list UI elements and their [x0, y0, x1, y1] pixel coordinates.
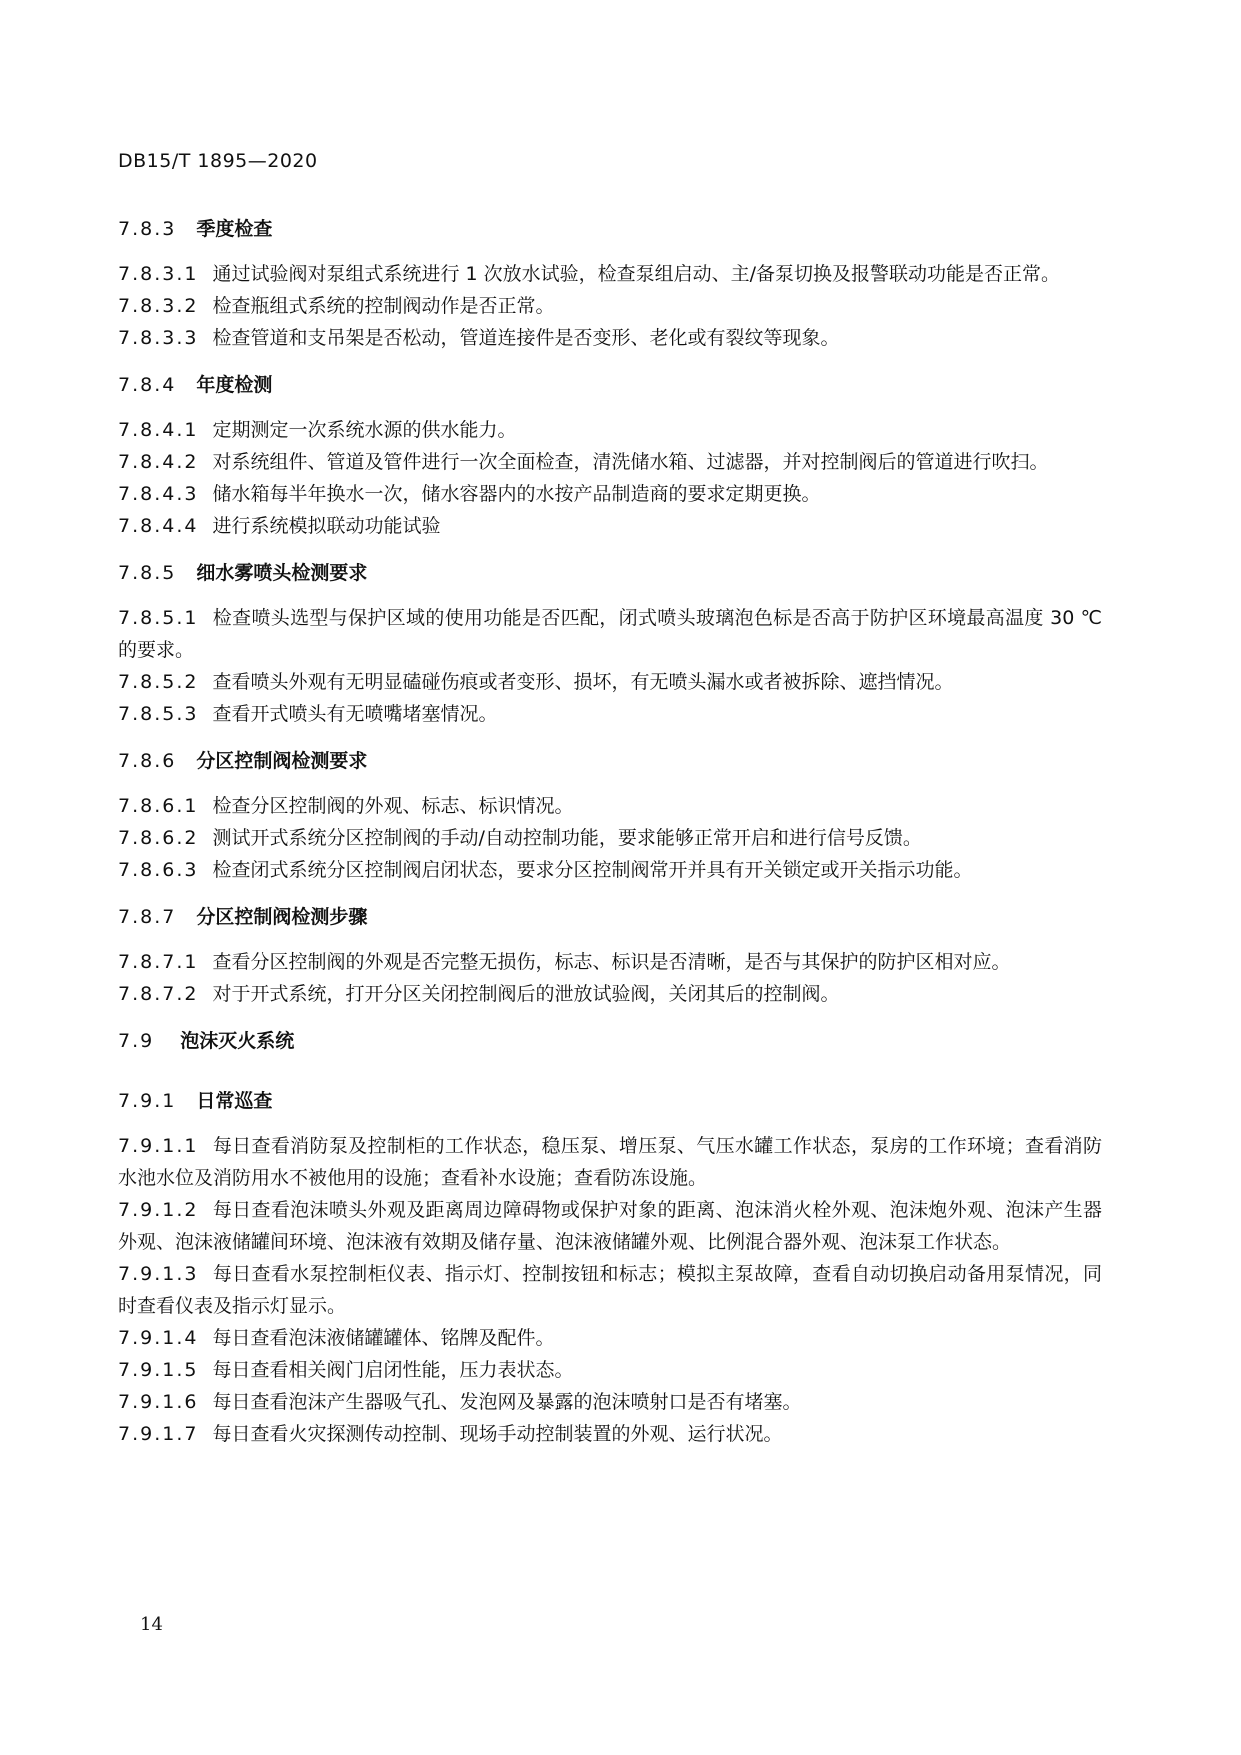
clause-number: 7.8.4.4 [118, 515, 199, 537]
clause-number: 7.9.1.5 [118, 1359, 199, 1381]
clause-item [118, 258, 1102, 290]
clause-text: 每日查看泡沫喷头外观及距离周边障碍物或保护对象的距离、泡沫消火栓外观、泡沫炮外观、泡沫产生器外观、泡沫液储罐间环境、泡沫液有效期及储存量、泡沫液储罐外观、比例混合器外观、泡沫泵工作状态。 [118, 1199, 1102, 1253]
clause-number: 7.8.4.2 [118, 451, 199, 473]
clause-text: 检查喷头选型与保护区域的使用功能是否匹配，闭式喷头玻璃泡色标是否高于防护区环境最高温度 30 ℃的要求。 [118, 607, 1102, 661]
heading-number: 7.8.5 [118, 562, 177, 584]
clause-number: 7.9.1.3 [118, 1263, 199, 1285]
clause-item [118, 1258, 1102, 1322]
heading-number: 7.9.1 [118, 1090, 177, 1112]
heading-title: 日常巡查 [196, 1090, 273, 1112]
clause-number: 7.8.6.1 [118, 795, 199, 817]
clause-number: 7.8.6.3 [118, 859, 199, 881]
clause-text: 检查管道和支吊架是否松动，管道连接件是否变形、老化或有裂纹等现象。 [212, 327, 840, 349]
subsection-heading [118, 902, 1102, 932]
clause-item [118, 446, 1102, 478]
clause-text: 每日查看泡沫产生器吸气孔、发泡网及暴露的泡沫喷射口是否有堵塞。 [212, 1391, 802, 1413]
clause-text: 对系统组件、管道及管件进行一次全面检查，清洗储水箱、过滤器，并对控制阀后的管道进行吹扫。 [212, 451, 1049, 473]
clause-text: 储水箱每半年换水一次，储水容器内的水按产品制造商的要求定期更换。 [212, 483, 821, 505]
clause-item [118, 790, 1102, 822]
clause-number: 7.9.1.2 [118, 1199, 199, 1221]
clause-item [118, 602, 1102, 666]
heading-title: 细水雾喷头检测要求 [196, 562, 368, 584]
clause-item [118, 1322, 1102, 1354]
clause-number: 7.9.1.1 [118, 1135, 199, 1157]
clause-text: 每日查看消防泵及控制柜的工作状态，稳压泵、增压泵、气压水罐工作状态，泵房的工作环境；查看消防水池水位及消防用水不被他用的设施；查看补水设施；查看防冻设施。 [118, 1135, 1102, 1189]
clause-item [118, 1386, 1102, 1418]
heading-title: 分区控制阀检测步骤 [196, 906, 368, 928]
clause-number: 7.8.6.2 [118, 827, 199, 849]
heading-number: 7.8.4 [118, 374, 177, 396]
heading-title: 季度检查 [196, 218, 273, 240]
clause-number: 7.8.7.1 [118, 951, 199, 973]
heading-number: 7.8.3 [118, 218, 177, 240]
document-id-header: DB15/T 1895—2020 [118, 150, 318, 172]
clause-number: 7.9.1.6 [118, 1391, 199, 1413]
clause-item [118, 290, 1102, 322]
clause-number: 7.8.5.1 [118, 607, 199, 629]
clause-number: 7.8.4.3 [118, 483, 199, 505]
clause-text: 查看喷头外观有无明显磕碰伤痕或者变形、损坏，有无喷头漏水或者被拆除、遮挡情况。 [212, 671, 954, 693]
clause-text: 检查分区控制阀的外观、标志、标识情况。 [212, 795, 574, 817]
clause-item [118, 414, 1102, 446]
heading-number: 7.9 [118, 1030, 155, 1052]
clause-text: 对于开式系统，打开分区关闭控制阀后的泄放试验阀，关闭其后的控制阀。 [212, 983, 840, 1005]
clause-text: 通过试验阀对泵组式系统进行 1 次放水试验，检查泵组启动、主/备泵切换及报警联动功能是否正常。 [212, 263, 1061, 285]
clause-number: 7.9.1.4 [118, 1327, 199, 1349]
document-body [118, 198, 1102, 1450]
clause-text: 每日查看水泵控制柜仪表、指示灯、控制按钮和标志；模拟主泵故障，查看自动切换启动备用泵情况，同时查看仪表及指示灯显示。 [118, 1263, 1102, 1317]
clause-number: 7.8.3.1 [118, 263, 199, 285]
clause-item [118, 1130, 1102, 1194]
clause-text: 进行系统模拟联动功能试验 [212, 515, 441, 537]
subsection-heading [118, 214, 1102, 244]
clause-item [118, 978, 1102, 1010]
clause-text: 查看分区控制阀的外观是否完整无损伤，标志、标识是否清晰，是否与其保护的防护区相对应。 [212, 951, 1011, 973]
clause-number: 7.8.4.1 [118, 419, 199, 441]
clause-text: 每日查看泡沫液储罐罐体、铭牌及配件。 [212, 1327, 555, 1349]
clause-text: 检查闭式系统分区控制阀启闭状态，要求分区控制阀常开并具有开关锁定或开关指示功能。 [212, 859, 973, 881]
page-number: 14 [140, 1614, 163, 1635]
clause-item [118, 1194, 1102, 1258]
heading-number: 7.8.7 [118, 906, 177, 928]
clause-item [118, 510, 1102, 542]
clause-item [118, 946, 1102, 978]
clause-number: 7.8.5.3 [118, 703, 199, 725]
clause-item [118, 698, 1102, 730]
heading-number: 7.8.6 [118, 750, 177, 772]
heading-title: 年度检测 [196, 374, 273, 396]
clause-item [118, 478, 1102, 510]
clause-item [118, 1354, 1102, 1386]
clause-item [118, 322, 1102, 354]
section-heading [118, 1026, 1102, 1056]
subsection-heading [118, 746, 1102, 776]
clause-number: 7.8.5.2 [118, 671, 199, 693]
clause-item [118, 822, 1102, 854]
subsection-heading [118, 370, 1102, 400]
clause-text: 每日查看相关阀门启闭性能，压力表状态。 [212, 1359, 574, 1381]
subsection-heading [118, 558, 1102, 588]
clause-number: 7.8.7.2 [118, 983, 199, 1005]
clause-item [118, 666, 1102, 698]
heading-title: 泡沫灭火系统 [180, 1030, 295, 1052]
heading-title: 分区控制阀检测要求 [196, 750, 368, 772]
clause-text: 检查瓶组式系统的控制阀动作是否正常。 [212, 295, 555, 317]
clause-number: 7.8.3.3 [118, 327, 199, 349]
clause-text: 测试开式系统分区控制阀的手动/自动控制功能，要求能够正常开启和进行信号反馈。 [212, 827, 922, 849]
clause-number: 7.9.1.7 [118, 1423, 199, 1445]
subsection-heading [118, 1086, 1102, 1116]
clause-text: 定期测定一次系统水源的供水能力。 [212, 419, 517, 441]
clause-number: 7.8.3.2 [118, 295, 199, 317]
clause-text: 查看开式喷头有无喷嘴堵塞情况。 [212, 703, 498, 725]
clause-text: 每日查看火灾探测传动控制、现场手动控制装置的外观、运行状况。 [212, 1423, 783, 1445]
clause-item [118, 854, 1102, 886]
clause-item [118, 1418, 1102, 1450]
